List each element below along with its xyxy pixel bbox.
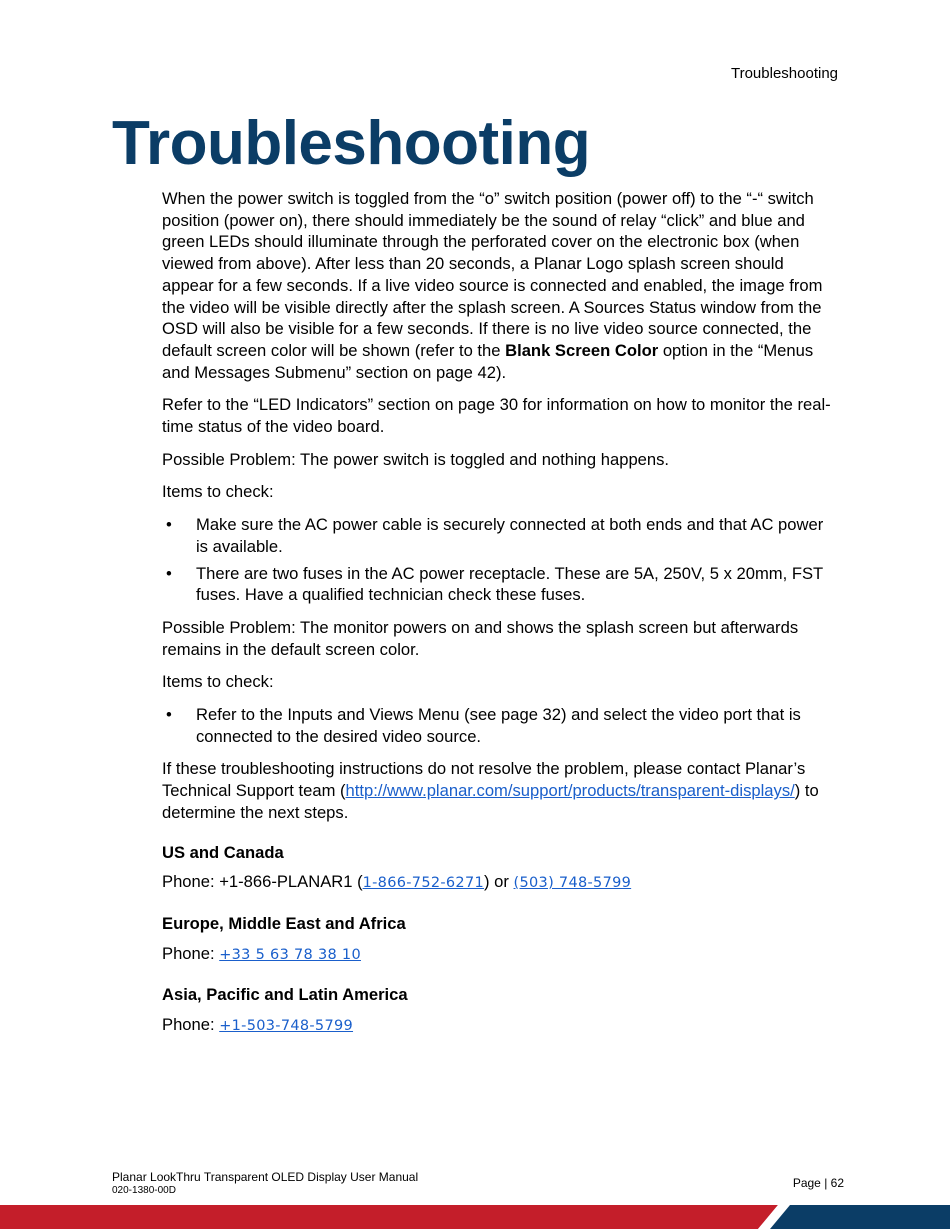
intro-text: When the power switch is toggled from the “o” switch position (power off) to the “-“ switch position (power on), there should immediately be the sound of relay “click” and blue and green LEDs should illuminate through the perforated cover on the electronic box (when viewed from above). After less than 20 seconds, a Planar Logo splash screen should appear for a few seconds. If a live video source is connected and enabled, the image from the video will be visible directly after the splash screen. A Sources Status window from the OSD will also be visible for a few seconds. If there is no live video source connected, the default screen color will be shown (refer to the — [162, 189, 823, 360]
page-title: Troubleshooting — [112, 109, 591, 178]
bullet-icon: • — [166, 705, 172, 725]
phone-label: Phone: +1-866-PLANAR1 ( — [162, 872, 363, 892]
support-text: If these troubleshooting instructions do not resolve the problem, please contact Planar’s Technical Support team ( — [162, 759, 806, 801]
phone-link-apac-latam[interactable]: +1-503-748-5799 — [219, 1018, 354, 1035]
led-note: Refer to the “LED Indicators” section on page 30 for information on how to monitor the real-time status of the video board. — [162, 395, 831, 437]
main-content — [162, 188, 838, 1049]
phone-separator: ) or — [484, 872, 514, 892]
footer-manual-title: Planar LookThru Transparent OLED Display User Manual — [112, 1170, 419, 1184]
support-paragraph — [162, 758, 838, 823]
phone-link-local[interactable]: (503) 748-5799 — [513, 875, 632, 892]
phone-label: Phone: — [162, 943, 220, 963]
band-red-segment — [0, 1205, 778, 1229]
problem-2-statement: Possible Problem: The monitor powers on and shows the splash screen but afterwards remains in the default screen color. — [162, 617, 799, 659]
region-heading-us-canada: US and Canada — [162, 842, 284, 862]
support-text-end: ) to determine the next steps. — [162, 781, 819, 822]
support-link[interactable]: http://www.planar.com/support/products/transparent-displays/ — [345, 781, 795, 801]
phone-line-us-canada — [162, 871, 838, 895]
phone-line-emea — [162, 943, 838, 967]
region-heading-apac-latam: Asia, Pacific and Latin America — [162, 985, 408, 1005]
list-item — [162, 514, 838, 557]
list-item-text: Make sure the AC power cable is securely connected at both ends and that AC power is available. — [196, 515, 824, 556]
page-number: Page | 62 — [792, 1176, 844, 1190]
intro-text-end: option in the “Menus and Messages Submenu” section on page 42). — [162, 340, 814, 382]
list-item-text: There are two fuses in the AC power receptacle. These are 5A, 250V, 5 x 20mm, FST fuses. Have a qualified technician check these fuses. — [196, 563, 823, 605]
band-navy-segment — [770, 1205, 950, 1229]
problem-1-items-label: Items to check: — [162, 482, 274, 502]
footer-color-band — [0, 1205, 950, 1229]
list-item — [162, 563, 838, 606]
phone-label: Phone: — [162, 1015, 220, 1035]
phone-line-apac-latam — [162, 1014, 838, 1038]
intro-paragraph — [162, 188, 838, 383]
region-heading-emea: Europe, Middle East and Africa — [162, 913, 406, 933]
problem-1-checklist — [162, 514, 838, 606]
phone-link-emea[interactable]: +33 5 63 78 38 10 — [219, 946, 361, 963]
footer-doc-number: 020-1380-00D — [112, 1185, 176, 1196]
running-header: Troubleshooting — [730, 65, 838, 82]
list-item — [162, 704, 838, 747]
bullet-icon: • — [166, 563, 172, 583]
blank-screen-color-ref: Blank Screen Color — [505, 340, 659, 360]
list-item-text: Refer to the Inputs and Views Menu (see page 32) and select the video port that is connected to the desired video source. — [196, 705, 801, 746]
problem-1-statement: Possible Problem: The power switch is toggled and nothing happens. — [162, 449, 670, 469]
problem-2-checklist — [162, 704, 838, 747]
problem-2-items-label: Items to check: — [162, 672, 274, 692]
footer-manual-info — [112, 1170, 418, 1198]
phone-link-toll-free[interactable]: 1-866-752-6271 — [362, 875, 485, 892]
bullet-icon: • — [166, 515, 172, 535]
